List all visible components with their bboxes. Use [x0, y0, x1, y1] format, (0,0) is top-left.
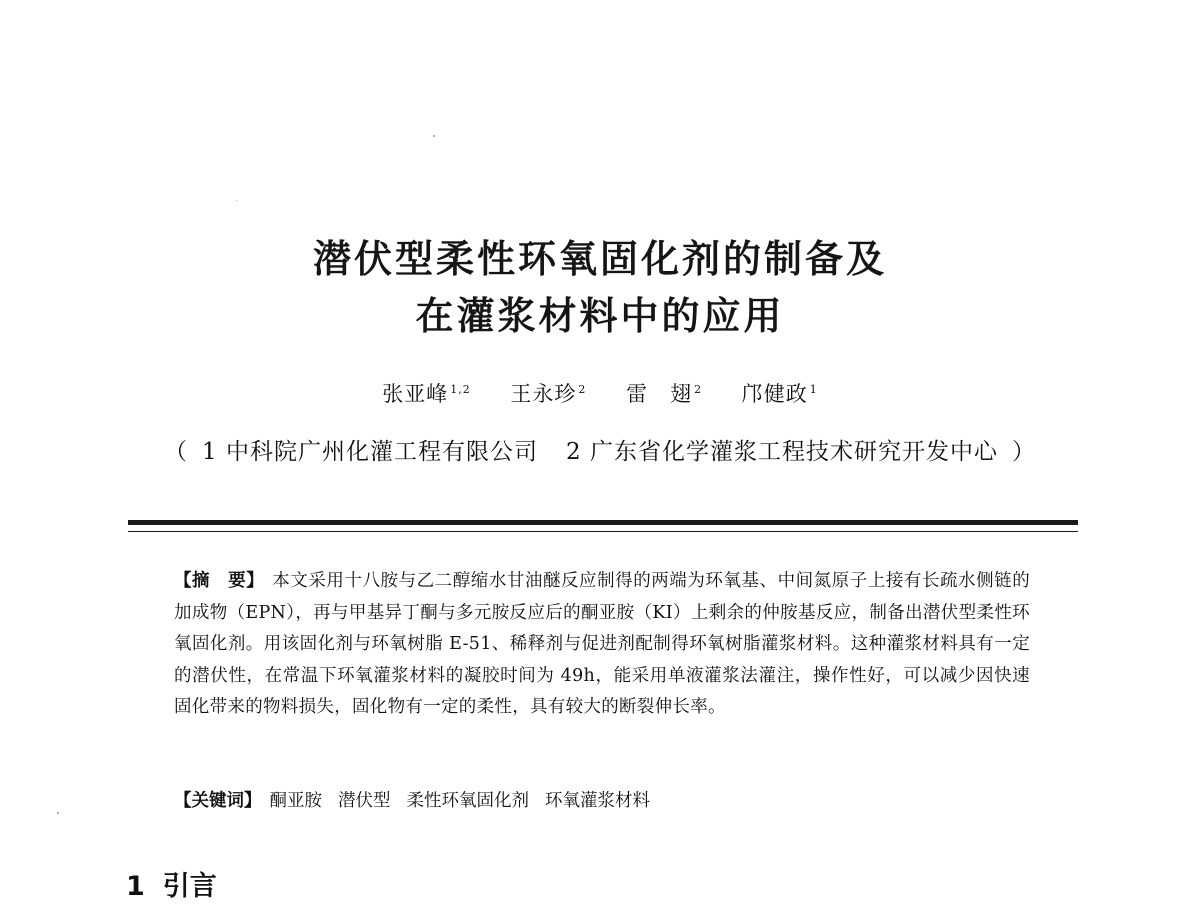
paper-title-line-2: 在灌浆材料中的应用 [415, 294, 785, 338]
section-number: 1 [126, 871, 145, 902]
affiliation-2: 2 广东省化学灌浆工程技术研究开发中心 [566, 439, 998, 465]
author [382, 382, 471, 406]
author [742, 382, 818, 406]
author-list [0, 378, 1200, 408]
author-name: 邝健政 [741, 382, 808, 406]
section-heading [126, 864, 217, 903]
abstract-text: 本文采用十八胺与乙二醇缩水甘油醚反应制得的两端为环氧基、中间氮原子上接有长疏水侧链的加成物（EPN），再与甲基异丁酮与多元胺反应后的酮亚胺（KI）上剩余的仲胺基反应，制备出潜伏型柔性环氧固化剂。用该固化剂与环氧树脂 E-51、稀释剂与促进剂配制得环氧树脂灌浆材料。这种灌浆材料具有一定的潜伏性，在常温下环氧灌浆材料的凝胶时间为 49h，能采用单液灌浆法灌注，操作性好，可以减少因快速固化带来的物料损失，固化物有一定的柔性，具有较大的断裂伸长率。 [174, 571, 1030, 717]
author-affiliation-mark: 1,2 [450, 383, 471, 396]
scan-speck [57, 812, 59, 814]
keyword: 环氧灌浆材料 [545, 791, 650, 811]
author-name: 张亚峰 [382, 382, 449, 406]
keywords-label: 【关键词】 [174, 791, 262, 811]
keyword: 潜伏型 [338, 791, 391, 811]
author [510, 382, 586, 406]
author-affiliation-mark: 2 [578, 383, 587, 396]
paper-title-line-1: 潜伏型柔性环氧固化剂的制备及 [312, 237, 887, 281]
scan-speck [433, 135, 435, 137]
affiliation-open-paren: （ [164, 439, 189, 465]
abstract-block [174, 566, 1030, 724]
keywords-block [174, 787, 1030, 812]
abstract-label: 【摘 要】 [174, 571, 265, 591]
keyword: 酮亚胺 [269, 791, 322, 811]
scan-speck [236, 200, 237, 201]
affiliation-close-paren: ） [1011, 439, 1036, 465]
affiliation-line [0, 433, 1200, 466]
section-title: 引言 [162, 871, 217, 902]
author-name: 王永珍 [510, 382, 577, 406]
author [626, 382, 702, 406]
header-rule-thick [128, 520, 1078, 525]
keyword: 柔性环氧固化剂 [406, 791, 529, 811]
header-rule-thin [128, 531, 1078, 532]
author-affiliation-mark: 2 [694, 383, 703, 396]
author-affiliation-mark: 1 [809, 383, 818, 396]
affiliation-1: 1 中科院广州化灌工程有限公司 [202, 439, 538, 465]
author-name: 雷 翅 [626, 382, 693, 406]
